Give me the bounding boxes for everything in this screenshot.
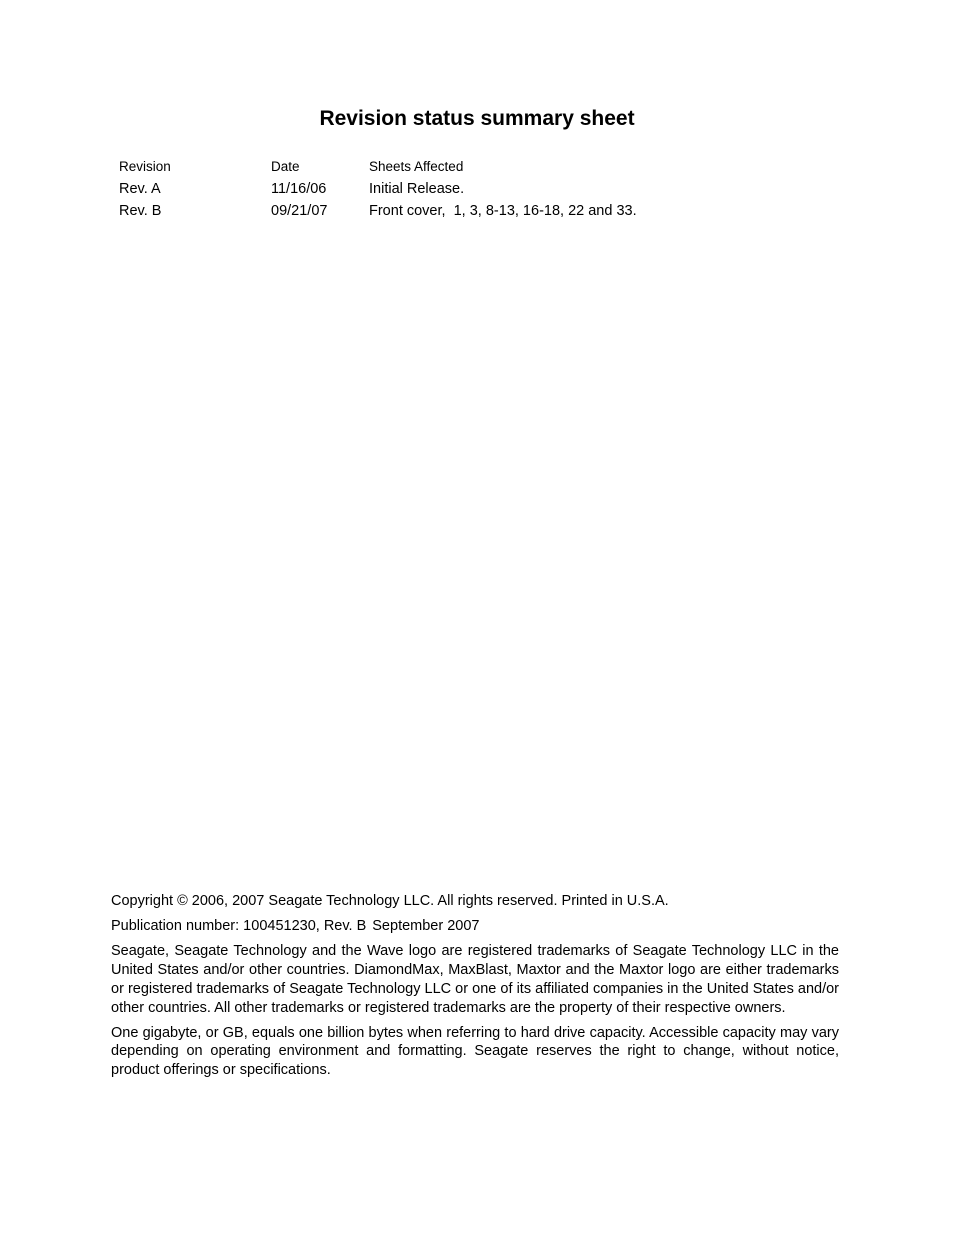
publication-info — [111, 917, 839, 936]
header-date: Date — [271, 159, 300, 174]
revision-table — [119, 157, 819, 223]
table-row — [119, 201, 819, 223]
cell-revision: Rev. A — [119, 181, 161, 197]
header-revision: Revision — [119, 159, 171, 174]
cell-sheets-affected: Initial Release. — [369, 181, 465, 197]
legal-footer — [111, 892, 839, 1086]
header-sheets-affected: Sheets Affected — [369, 159, 464, 174]
publication-number: Publication number: 100451230, Rev. B — [111, 918, 367, 935]
table-header-row — [119, 157, 819, 179]
cell-date: 09/21/07 — [271, 203, 328, 219]
copyright-notice: Copyright © 2006, 2007 Seagate Technology LLC. All rights reserved. Printed in U.S.A. — [111, 893, 669, 909]
publication-date: September 2007 — [372, 918, 480, 935]
page-title: Revision status summary sheet — [319, 107, 635, 130]
capacity-disclaimer: One gigabyte, or GB, equals one billion bytes when referring to hard drive capacity. Accessible capacity may vary depending on operating environment and formatting. Seagate reserves the right to change, without notice, product offerings or specifications. — [111, 1024, 839, 1079]
cell-sheets-affected: Front cover, 1, 3, 8-13, 16-18, 22 and 33. — [369, 203, 637, 219]
table-row — [119, 179, 819, 201]
cell-revision: Rev. B — [119, 203, 162, 219]
cell-date: 11/16/06 — [271, 181, 327, 197]
trademark-notice: Seagate, Seagate Technology and the Wave logo are registered trademarks of Seagate Technology LLC in the United States and/or other countries. DiamondMax, MaxBlast, Maxtor and the Maxtor logo are either trademarks or registered trademarks of Seagate Technology LLC or one of its affiliated companies in the United States and/or other countries. All other trademarks or registered trademarks are the property of their respective owners. — [111, 943, 839, 1016]
